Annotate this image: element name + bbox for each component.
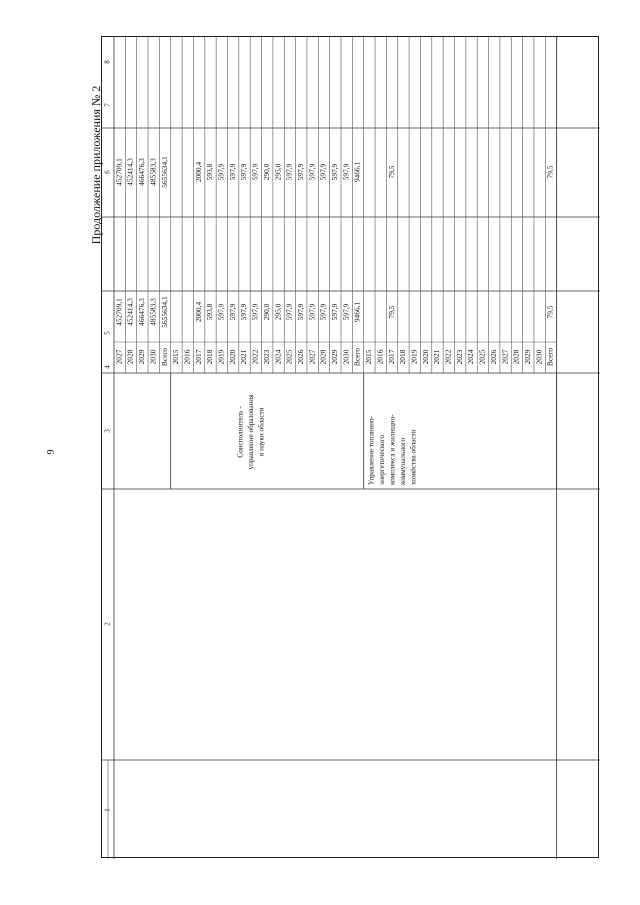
year-cell: 2018 bbox=[205, 349, 215, 365]
year-cell: 2022 bbox=[250, 349, 260, 365]
col6-value: 593,8 bbox=[205, 163, 215, 181]
col4-value: 452414,3 bbox=[125, 298, 135, 326]
col4-value: 597,9 bbox=[239, 303, 249, 321]
col6-value: 5655634,1 bbox=[159, 156, 169, 188]
col4-value: 452709,1 bbox=[114, 298, 124, 326]
column-number-6: 6 bbox=[103, 170, 112, 174]
year-cell: Всего bbox=[352, 347, 362, 367]
executor-line: и науки области bbox=[257, 407, 266, 457]
column-number-5: 5 bbox=[103, 331, 112, 335]
col6-value: 597,9 bbox=[330, 163, 340, 181]
column-number-4: 4 bbox=[103, 365, 112, 369]
year-cell: 2016 bbox=[375, 349, 385, 365]
col4-value: 593,8 bbox=[205, 303, 215, 321]
year-cell: 2015 bbox=[364, 349, 374, 365]
col6-value: 597,9 bbox=[284, 163, 294, 181]
year-cell: 2016 bbox=[182, 349, 192, 365]
executor-line: комплекса и жилищно- bbox=[388, 414, 397, 485]
executor-line: коммунального bbox=[398, 437, 407, 485]
year-cell: 2021 bbox=[432, 349, 442, 365]
col4-value: 597,9 bbox=[295, 303, 305, 321]
executor-line: управление образования bbox=[246, 394, 255, 470]
col4-value: 2000,4 bbox=[193, 301, 203, 323]
year-cell: 2027 bbox=[307, 349, 317, 365]
year-cell: 2019 bbox=[409, 349, 419, 365]
year-cell: 2028 bbox=[318, 349, 328, 365]
year-cell: 2025 bbox=[477, 349, 487, 365]
column-number-7: 7 bbox=[103, 103, 112, 107]
year-cell: 2029 bbox=[330, 349, 340, 365]
col6-value: 597,9 bbox=[216, 163, 226, 181]
year-cell: 2015 bbox=[171, 349, 181, 365]
year-cell: Всего bbox=[159, 347, 169, 367]
year-cell: 2030 bbox=[534, 349, 544, 365]
appendix-table bbox=[101, 36, 599, 858]
col6-value: 452709,1 bbox=[114, 158, 124, 186]
col4-value: 9466,1 bbox=[352, 301, 362, 323]
year-cell: 2020 bbox=[420, 349, 430, 365]
year-cell: 2024 bbox=[273, 349, 283, 365]
col4-value: 466476,3 bbox=[137, 298, 147, 326]
year-cell: 2023 bbox=[261, 349, 271, 365]
year-cell: 2021 bbox=[239, 349, 249, 365]
col6-value: 466476,3 bbox=[137, 158, 147, 186]
col4-value: 485583,3 bbox=[148, 298, 158, 326]
col4-value: 290,0 bbox=[261, 303, 271, 321]
col6-value: 79,5 bbox=[386, 165, 396, 179]
executor-line: энергетического bbox=[377, 434, 386, 485]
year-cell: 2029 bbox=[522, 349, 532, 365]
col4-value: 597,9 bbox=[318, 303, 328, 321]
year-cell: 2017 bbox=[193, 349, 203, 365]
col4-value: 597,9 bbox=[307, 303, 317, 321]
col4-value: 597,9 bbox=[341, 303, 351, 321]
col4-value: 597,9 bbox=[284, 303, 294, 321]
executor-line: Управление топливно- bbox=[367, 416, 376, 485]
col4-value: 295,0 bbox=[273, 303, 283, 321]
col6-value: 597,9 bbox=[295, 163, 305, 181]
column-number-2: 2 bbox=[103, 622, 112, 626]
column-number-1: 1 bbox=[103, 808, 112, 812]
col6-value: 295,0 bbox=[273, 163, 283, 181]
col4-value: 597,9 bbox=[216, 303, 226, 321]
col4-value: 79,5 bbox=[545, 305, 555, 319]
appendix-title: Продолжение приложения № 2 bbox=[89, 85, 103, 245]
year-cell: 2026 bbox=[488, 349, 498, 365]
column-number-3: 3 bbox=[103, 429, 112, 433]
executor-line: хозяйства области bbox=[409, 429, 418, 485]
year-cell: 2028 bbox=[125, 349, 135, 365]
year-cell: 2018 bbox=[398, 349, 408, 365]
col6-value: 485583,3 bbox=[148, 158, 158, 186]
col6-value: 597,9 bbox=[307, 163, 317, 181]
col4-value: 597,9 bbox=[227, 303, 237, 321]
col6-value: 597,9 bbox=[239, 163, 249, 181]
col6-value: 597,9 bbox=[341, 163, 351, 181]
year-cell: 2029 bbox=[137, 349, 147, 365]
col6-value: 597,9 bbox=[227, 163, 237, 181]
table-grid bbox=[102, 37, 600, 859]
year-cell: 2017 bbox=[386, 349, 396, 365]
year-cell: 2024 bbox=[466, 349, 476, 365]
year-cell: 2030 bbox=[341, 349, 351, 365]
year-cell: Всего bbox=[545, 347, 555, 367]
year-cell: 2023 bbox=[454, 349, 464, 365]
col4-value: 79,5 bbox=[386, 305, 396, 319]
page-number: 9 bbox=[46, 449, 57, 455]
col4-value: 5655634,1 bbox=[159, 296, 169, 328]
col6-value: 9466,1 bbox=[352, 161, 362, 183]
year-cell: 2030 bbox=[148, 349, 158, 365]
year-cell: 2026 bbox=[295, 349, 305, 365]
year-cell: 2027 bbox=[500, 349, 510, 365]
year-cell: 2027 bbox=[114, 349, 124, 365]
executor-line: Соисполнитель - bbox=[236, 406, 245, 458]
col6-value: 79,5 bbox=[545, 165, 555, 179]
year-cell: 2028 bbox=[511, 349, 521, 365]
col6-value: 597,9 bbox=[318, 163, 328, 181]
year-cell: 2022 bbox=[443, 349, 453, 365]
year-cell: 2025 bbox=[284, 349, 294, 365]
year-cell: 2019 bbox=[216, 349, 226, 365]
column-number-8: 8 bbox=[103, 60, 112, 64]
year-cell: 2020 bbox=[227, 349, 237, 365]
col4-value: 597,9 bbox=[330, 303, 340, 321]
col6-value: 2000,4 bbox=[193, 161, 203, 183]
col4-value: 597,9 bbox=[250, 303, 260, 321]
col6-value: 290,0 bbox=[261, 163, 271, 181]
col6-value: 597,9 bbox=[250, 163, 260, 181]
col6-value: 452414,3 bbox=[125, 158, 135, 186]
